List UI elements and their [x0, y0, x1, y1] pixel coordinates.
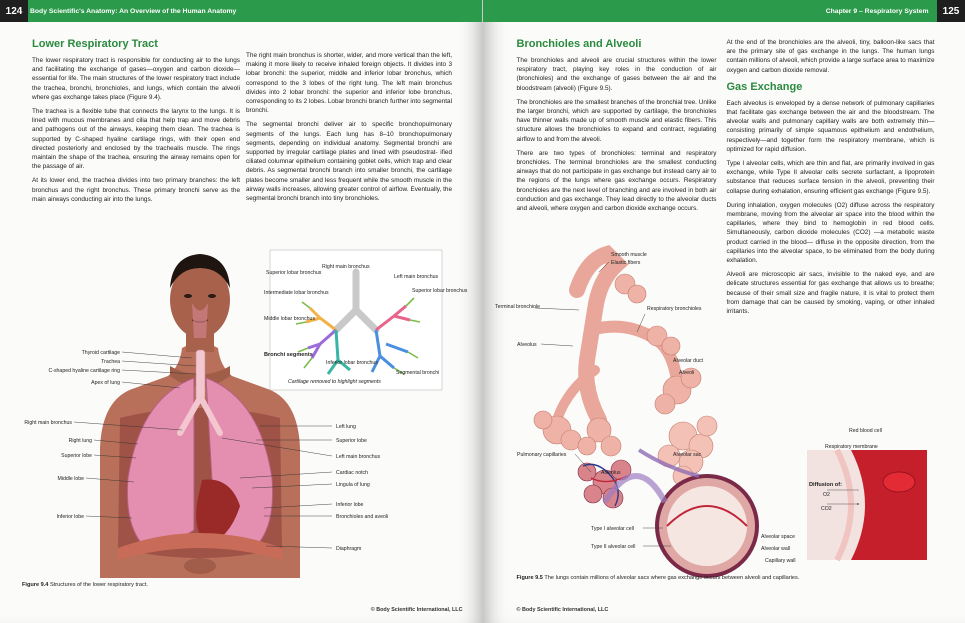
figure-9-4-caption	[22, 582, 148, 588]
right-page	[483, 0, 965, 623]
paragraph: The lower respiratory tract is responsible for conducting air to the lungs and facilitating the exchange of gases—oxygen and carbon dioxide—essential for life. The main structures of the lower respiratory tract include the trachea, bronchi, bronchioles, and lungs, which contain the alveoli where gas exchange takes place (Figure 9.4).	[32, 57, 240, 101]
label-diffusion-of: Diffusion of:	[808, 482, 842, 488]
right-page-number: 125	[937, 0, 965, 22]
paragraph: The bronchioles are the smallest branches of the bronchial tree. Unlike the larger bronchi, which are supported by cartilage, the bronchioles have thinner walls made up of smooth muscle and elastic fibers. This structure allows the bronchioles to expand and contract, regulating airflow to and from the alveoli.	[516, 98, 717, 143]
label-right-main-bronchus: Right main bronchus	[24, 420, 72, 426]
label-pulmonary-capillaries: Pulmonary capillaries	[516, 452, 566, 458]
label-diaphragm: Diaphragm	[336, 546, 362, 552]
label-lingula: Lingula of lung	[336, 482, 370, 488]
label-alveolus-bottom: Alveolus	[600, 470, 621, 476]
label-alveolar-duct: Alveolar duct	[672, 358, 703, 364]
label-trachea: Trachea	[101, 359, 120, 365]
section-title-gas-exchange: Gas Exchange	[726, 80, 803, 93]
label-type1-cell: Type I alveolar cell	[590, 526, 634, 532]
left-column-2	[246, 51, 452, 208]
label-superior-lobe-right: Superior lobe	[61, 453, 92, 459]
label-respiratory-membrane: Respiratory membrane	[824, 444, 878, 450]
paragraph: Each alveolus is enveloped by a dense network of pulmonary capillaries that facilitate gas exchange between the air and the bloodstream. The alveolar walls and pulmonary capillary walls are both extremely thin—consisting primarily of simple squamous epithelium and endothelium, respectively—and together form the respiratory membrane, which is optimized for rapid diffusion.	[726, 99, 935, 153]
label-middle-lobe: Middle lobe	[57, 476, 84, 482]
inset-label-inferior-lobar: Inferior lobar bronchus	[326, 360, 378, 366]
paragraph: Alveoli are microscopic air sacs, invisible to the naked eye, and are delicate structures essential for gas exchange that allows us to breathe; because of their small size and fragile nature, it is vital to protect them from damage that can be caused by smoking, vaping, or other inhaled irritants.	[726, 271, 935, 316]
caption-label: Figure 9.5	[516, 575, 543, 581]
paragraph: The trachea is a flexible tube that connects the larynx to the lungs. It is lined with mucous membranes and cilia that help trap and move debris and pathogens out of the airways, keeping them clean. The trachea is supported by C-shaped hyaline cartilage rings, with their open end directed posteriorly and enclosed by the trachealis muscle. The rings maintain the shape of the trachea, ensuring the airway remains open for the passage of air.	[32, 108, 240, 171]
caption-text: The lungs contain millions of alveolar sacs where gas exchange occurs between alveoli and capillaries.	[544, 575, 800, 581]
caption-text: Structures of the lower respiratory tract.	[50, 582, 148, 588]
bronchiole-tree	[534, 254, 717, 508]
label-c-shaped-ring: C-shaped hyaline cartilage ring	[48, 368, 120, 374]
label-red-blood-cell: Red blood cell	[848, 428, 882, 434]
label-left-lung: Left lung	[336, 424, 356, 430]
label-alveoli: Alveoli	[678, 370, 694, 376]
inset-label-intermediate: Intermediate lobar bronchus	[264, 290, 329, 296]
figure-9-4-illustration	[20, 248, 468, 578]
paragraph: The right main bronchus is shorter, wider, and more vertical than the left, making it more likely to receive inhaled foreign objects. It divides into 3 lobar bronchi: the superior, middle and inferior lobar bronchus, which correspond to the 3 lobes of the right lung. The left main bronchus divides into 2 lobar bronchi: the superior and inferior lobe bronchus, corresponding to its 2 lobes. Lobar bronchi branch further into segmental bronchi.	[246, 52, 452, 115]
label-o2: O2	[822, 492, 830, 498]
label-alveolar-space: Alveolar space	[760, 534, 795, 540]
section-title-lower-respiratory: Lower Respiratory Tract	[32, 38, 158, 50]
inset-label-superior-lobar: Superior lobar bronchus	[266, 270, 322, 276]
section-title-bronchioles: Bronchioles and Alveoli	[516, 38, 642, 50]
inset-label-left-main: Left main bronchus	[394, 274, 439, 280]
figure-9-5-caption	[517, 575, 800, 581]
right-running-head	[483, 0, 965, 22]
paragraph: During inhalation, oxygen molecules (O2) diffuse across the respiratory membrane, moving from the alveolar air space into the blood within the capillaries, where they bind to hemoglobin in red blood cells. Simultaneously, carbon dioxide molecules (CO2) —a metabolic waste product carried in the blood— diffuse in the opposite direction, from the capillaries into the alveolar space, to be eliminated from the body during exhalation.	[726, 201, 935, 265]
label-type2-cell: Type II alveolar cell	[590, 544, 635, 550]
right-running-head-text: Chapter 9 – Respiratory System	[825, 7, 929, 15]
label-bronchioles-aveoli: Bronchioles and aveoli	[336, 514, 389, 520]
right-footer: © Body Scientific International, LLC	[516, 607, 609, 613]
right-column-1	[517, 38, 717, 218]
left-running-head-text: Body Scientific's Anatomy: An Overview of the Human Anatomy	[30, 7, 237, 15]
left-page-number: 124	[0, 0, 28, 22]
label-superior-lobe-left: Superior lobe	[336, 438, 367, 444]
left-footer: © Body Scientific International, LLC	[370, 607, 463, 613]
label-alveolar-wall: Alveolar wall	[760, 546, 790, 552]
label-respiratory-bronchioles: Respiratory bronchioles	[646, 306, 701, 312]
paragraph: There are two types of bronchioles: terminal and respiratory bronchioles. The terminal bronchioles are the smallest conducting airways that do not participate in gas exchange but instead carry air to the regions of the lungs where gas exchange occurs. Respiratory bronchioles are the next level of branching and are involved in both air conduction and gas exchange. They lead directly to the alveolar ducts and alveoli, where oxygen and carbon dioxide exchange occurs.	[516, 149, 717, 213]
inset-label-superior-lobar-right: Superior lobar bronchus	[412, 288, 468, 294]
left-column-1	[32, 38, 240, 209]
figure-9-5-illustration	[487, 250, 957, 572]
paragraph: The bronchioles and alveoli are crucial structures within the lower respiratory tract, playing key roles in the conduction of air (bronchioles) and the exchange of gases between the air and the bloodstream (alveoli) (Figure 9.5).	[516, 57, 717, 92]
label-thyroid-cartilage: Thyroid cartilage	[81, 350, 120, 356]
label-terminal-bronchiole: Terminal bronchiole	[494, 304, 540, 310]
left-running-head	[0, 0, 482, 22]
inset-label-middle-lobar: Middle lobar bronchus	[264, 316, 316, 322]
label-alveolus-top: Alveolus	[516, 342, 537, 348]
label-alveolar-sac: Alveolar sac	[672, 452, 701, 458]
label-co2: CO2	[820, 506, 832, 512]
label-inferior-lobe-left: Inferior lobe	[336, 502, 364, 508]
inset-label-right-main: Right main bronchus	[322, 264, 370, 270]
paragraph: The segmental bronchi deliver air to specific bronchopulmonary segments of the lungs. Each lung has 8–10 bronchopulmonary segments, depending on individual anatomy. Segmental bronchi are supported by irregular cartilage plates and lined with pseudostrat- ified ciliated columnar epithelium containing goblet cells, which trap and clear debris. As segmental bronchi branch into smaller bronchi, the cartilage plates become smaller and less frequent while the smooth muscle in the airway walls increases, allowing greater control of airflow. Eventually, the segmental bronchi branch into tiny bronchioles.	[246, 121, 452, 203]
inset-label-bronchi-segments: Bronchi segments	[264, 352, 313, 358]
paragraph: At its lower end, the trachea divides into two primary branches: the left bronchus and the right bronchus. These primary bronchi serve as the main airways conducting air into the lungs.	[32, 177, 240, 203]
label-apex-of-lung: Apex of lung	[91, 380, 120, 386]
label-smooth-muscle: Smooth muscle	[610, 252, 647, 258]
paragraph: At the end of the bronchioles are the alveoli, tiny, balloon-like sacs that are the primary site of gas exchange in the lungs. The human lungs contain millions of alveoli, which provide a large surface area to maximize oxygen and carbon dioxide removal.	[726, 39, 935, 74]
label-left-main-bronchus: Left main bronchus	[336, 454, 381, 460]
label-cardiac-notch: Cardiac notch	[336, 470, 369, 476]
inset-note-cartilage: Cartilage removed to highlight segments	[288, 379, 381, 385]
label-right-lung: Right lung	[68, 438, 92, 444]
paragraph: Type I alveolar cells, which are thin and flat, are primarily involved in gas exchange, while Type II alveolar cells secrete surfactant, a lipoprotein substance that reduces surface tension in the alveoli, preventing their collapse during exhalation, ensuring efficient gas exchange (Figure 9.5).	[726, 160, 935, 195]
inset-label-segmental: Segmental bronchi	[396, 370, 440, 376]
caption-label: Figure 9.4	[22, 582, 49, 588]
label-capillary-wall: Capillary wall	[764, 558, 796, 564]
label-elastic-fibers: Elastic fibers	[610, 260, 640, 266]
label-inferior-lobe-right: Inferior lobe	[56, 514, 84, 520]
respiratory-membrane-inset	[807, 450, 927, 560]
